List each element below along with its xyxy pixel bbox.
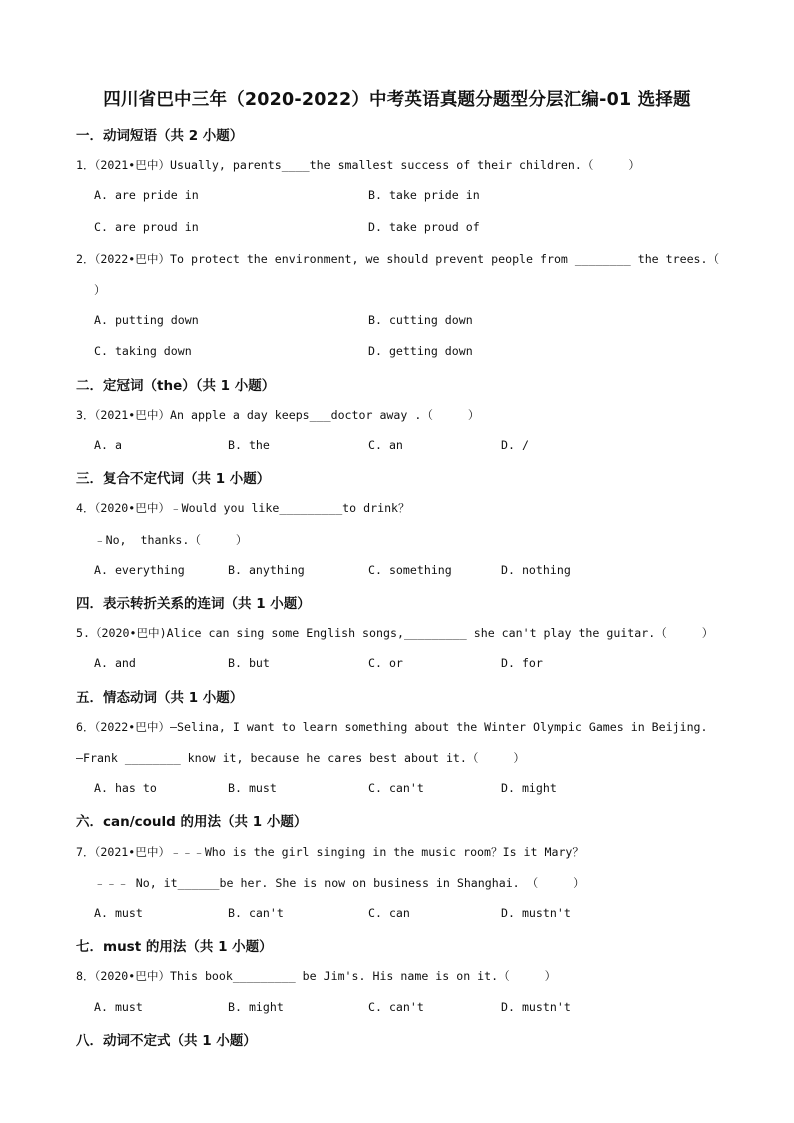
question-5-option-c[interactable]: C. or (368, 656, 403, 670)
question-1-option-d[interactable]: D. take proud of (368, 220, 480, 234)
section-heading-8: 八．动词不定式（共 1 小题） (76, 1033, 257, 1049)
section-heading-2: 二．定冠词（the）（共 1 小题） (76, 378, 276, 394)
question-7-stem-cont: ﹣﹣﹣ No, it______be her. She is now on business in Shanghai. （ ） (94, 876, 585, 890)
question-8-stem: 8．（2020•巴中）This book_________ be Jim's. His name is on it.（ ） (76, 969, 557, 983)
question-3-stem: 3．（2021•巴中）An apple a day keeps___doctor away .（ ） (76, 408, 480, 422)
section-heading-3: 三．复合不定代词（共 1 小题） (76, 471, 271, 487)
section-heading-7: 七．must 的用法（共 1 小题） (76, 939, 273, 955)
question-6-stem: 6．（2022•巴中）—Selina, I want to learn something about the Winter Olympic Games in Beijing. (76, 720, 708, 734)
question-2-option-d[interactable]: D. getting down (368, 344, 473, 358)
question-2-option-a[interactable]: A. putting down (94, 313, 199, 327)
question-3-option-d[interactable]: D. / (501, 438, 529, 452)
question-4-stem: 4．（2020•巴中）﹣Would you like_________to drink？ (76, 501, 410, 515)
section-heading-4: 四．表示转折关系的连词（共 1 小题） (76, 596, 311, 612)
question-6-option-a[interactable]: A. has to (94, 781, 157, 795)
question-3-option-c[interactable]: C. an (368, 438, 403, 452)
question-8-option-c[interactable]: C. can't (368, 1000, 424, 1014)
question-2-option-b[interactable]: B. cutting down (368, 313, 473, 327)
question-8-option-b[interactable]: B. might (228, 1000, 284, 1014)
question-1-option-b[interactable]: B. take pride in (368, 188, 480, 202)
question-1-option-c[interactable]: C. are proud in (94, 220, 199, 234)
question-8-option-d[interactable]: D. mustn't (501, 1000, 571, 1014)
question-3-option-b[interactable]: B. the (228, 438, 270, 452)
question-4-option-b[interactable]: B. anything (228, 563, 305, 577)
document-title: 四川省巴中三年（2020-2022）中考英语真题分题型分层汇编-01 选择题 (103, 90, 691, 110)
question-1-stem: 1．（2021•巴中）Usually, parents____the smallest success of their children.（ ） (76, 158, 640, 172)
question-1-option-a[interactable]: A. are pride in (94, 188, 199, 202)
question-5-option-a[interactable]: A. and (94, 656, 136, 670)
question-7-option-b[interactable]: B. can't (228, 906, 284, 920)
question-6-option-c[interactable]: C. can't (368, 781, 424, 795)
question-8-option-a[interactable]: A. must (94, 1000, 143, 1014)
section-heading-1: 一．动词短语（共 2 小题） (76, 128, 244, 144)
question-4-option-d[interactable]: D. nothing (501, 563, 571, 577)
question-7-stem: 7．（2021•巴中）﹣﹣﹣Who is the girl singing in the music room？Is it Mary？ (76, 845, 584, 859)
question-7-option-d[interactable]: D. mustn't (501, 906, 571, 920)
question-5-option-d[interactable]: D. for (501, 656, 543, 670)
question-4-stem-cont: ﹣No, thanks.（ ） (94, 533, 248, 547)
question-4-option-c[interactable]: C. something (368, 563, 452, 577)
section-heading-6: 六．can/could 的用法（共 1 小题） (76, 814, 308, 830)
question-2-stem: 2．（2022•巴中）To protect the environment, we should prevent people from ________ the trees.（ (76, 252, 720, 266)
question-3-option-a[interactable]: A. a (94, 438, 122, 452)
section-heading-5: 五．情态动词（共 1 小题） (76, 690, 244, 706)
question-6-stem-cont: —Frank ________ know it, because he cares best about it.（ ） (76, 751, 525, 765)
question-2-option-c[interactable]: C. taking down (94, 344, 192, 358)
question-7-option-a[interactable]: A. must (94, 906, 143, 920)
question-5-option-b[interactable]: B. but (228, 656, 270, 670)
question-6-option-b[interactable]: B. must (228, 781, 277, 795)
question-5-stem: 5.（2020•巴中)Alice can sing some English songs,_________ she can't play the guitar.（ ） (76, 626, 714, 640)
question-2-stem-cont: ） (94, 283, 106, 297)
question-4-option-a[interactable]: A. everything (94, 563, 185, 577)
question-7-option-c[interactable]: C. can (368, 906, 410, 920)
question-6-option-d[interactable]: D. might (501, 781, 557, 795)
